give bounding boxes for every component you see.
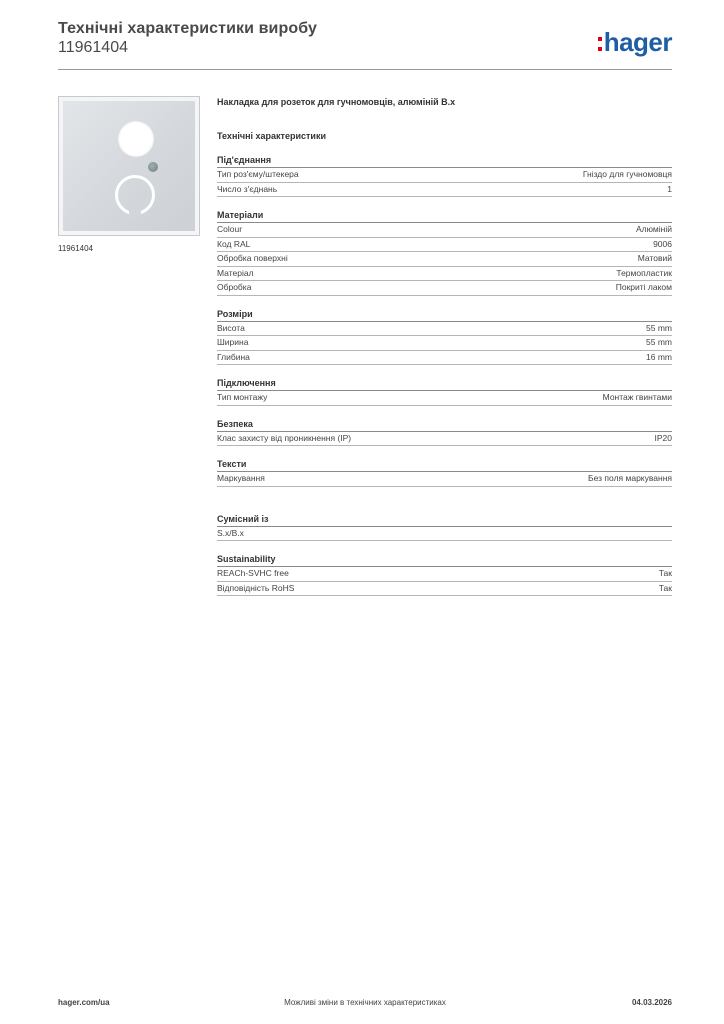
spec-value: Алюміній bbox=[636, 224, 672, 234]
spec-label: Тип роз'єму/штекера bbox=[217, 169, 299, 179]
spec-label: Ширина bbox=[217, 337, 249, 347]
logo-text: hager bbox=[603, 27, 672, 57]
spec-value: Термопластик bbox=[616, 267, 672, 278]
footer-website: hager.com/ua bbox=[58, 998, 110, 1007]
spec-section bbox=[217, 514, 672, 542]
product-image bbox=[58, 96, 200, 236]
spec-row bbox=[217, 582, 672, 597]
section-title: Сумісний із bbox=[217, 514, 672, 527]
document-title: Технічні характеристики виробу bbox=[58, 20, 317, 37]
spec-row bbox=[217, 391, 672, 406]
page-header bbox=[58, 20, 672, 70]
spec-section bbox=[217, 419, 672, 447]
section-title: Матеріали bbox=[217, 210, 672, 223]
spec-row bbox=[217, 472, 672, 487]
section-title: Безпека bbox=[217, 419, 672, 432]
spec-sections bbox=[217, 155, 672, 596]
spec-value: Монтаж гвинтами bbox=[602, 392, 672, 402]
spec-row bbox=[217, 168, 672, 183]
footer-note: Можливі зміни в технічних характеристиках bbox=[284, 998, 446, 1007]
spec-section bbox=[217, 210, 672, 296]
footer-date: 04.03.2026 bbox=[631, 998, 672, 1007]
spec-value: Так bbox=[658, 582, 672, 593]
spec-label: Відповідність RoHS bbox=[217, 582, 295, 593]
product-code: 11961404 bbox=[58, 39, 128, 56]
spec-row bbox=[217, 238, 672, 253]
spec-section bbox=[217, 459, 672, 487]
spec-label: Маркування bbox=[217, 473, 265, 483]
spec-section bbox=[217, 155, 672, 197]
cover-plate-graphic bbox=[63, 101, 195, 231]
section-title: Тексти bbox=[217, 459, 672, 472]
section-title: Підключення bbox=[217, 378, 672, 391]
spec-section bbox=[217, 378, 672, 406]
spec-row bbox=[217, 252, 672, 267]
spec-row bbox=[217, 336, 672, 351]
spec-label: Висота bbox=[217, 322, 245, 333]
hager-logo bbox=[598, 28, 672, 56]
spec-value: Покриті лаком bbox=[615, 282, 672, 292]
section-title: Розміри bbox=[217, 309, 672, 322]
image-caption: 11961404 bbox=[58, 244, 93, 253]
spec-label: Код RAL bbox=[217, 238, 251, 249]
specs-content bbox=[217, 96, 672, 596]
spec-value: 1 bbox=[667, 183, 672, 194]
spec-row bbox=[217, 267, 672, 282]
spec-label: Число з'єднань bbox=[217, 183, 278, 194]
spec-value: 55 mm bbox=[646, 337, 672, 347]
speaker-opening bbox=[118, 121, 154, 157]
spec-label: S.x/B.x bbox=[217, 527, 244, 538]
spec-value: IP20 bbox=[654, 432, 672, 443]
spec-section bbox=[217, 554, 672, 596]
indicator-dot bbox=[148, 162, 158, 172]
spec-label: Клас захисту від проникнення (IP) bbox=[217, 432, 352, 443]
spec-row bbox=[217, 351, 672, 366]
spec-label: Тип монтажу bbox=[217, 392, 268, 402]
spec-value: Без поля маркування bbox=[588, 473, 672, 483]
spec-label: Обробка bbox=[217, 282, 252, 292]
section-title: Під'єднання bbox=[217, 155, 672, 168]
ring-gap bbox=[129, 209, 141, 217]
spec-section bbox=[217, 309, 672, 366]
spec-row bbox=[217, 527, 672, 542]
spec-label: Обробка поверхні bbox=[217, 253, 288, 263]
spec-row bbox=[217, 432, 672, 447]
product-name: Накладка для розеток для гучномовців, алюміній B.x bbox=[217, 97, 456, 107]
spec-value: 9006 bbox=[653, 238, 672, 249]
spec-label: Глибина bbox=[217, 351, 250, 362]
section-title: Sustainability bbox=[217, 554, 672, 567]
spec-row bbox=[217, 223, 672, 238]
spec-row bbox=[217, 281, 672, 296]
specs-heading: Технічні характеристики bbox=[217, 131, 326, 141]
spec-value: 16 mm bbox=[646, 351, 672, 362]
spec-label: REACh-SVHC free bbox=[217, 568, 289, 578]
spec-label: Colour bbox=[217, 224, 243, 234]
spec-row bbox=[217, 567, 672, 582]
page-footer bbox=[58, 998, 672, 1010]
spec-row bbox=[217, 322, 672, 337]
logo-mark-icon bbox=[598, 37, 602, 51]
spec-value: 55 mm bbox=[646, 322, 672, 333]
spec-value: Гніздо для гучномовця bbox=[582, 169, 672, 179]
spec-value: Так bbox=[658, 568, 672, 578]
spec-label: Матеріал bbox=[217, 267, 254, 278]
spec-row bbox=[217, 183, 672, 198]
spec-value: Матовий bbox=[637, 253, 672, 263]
